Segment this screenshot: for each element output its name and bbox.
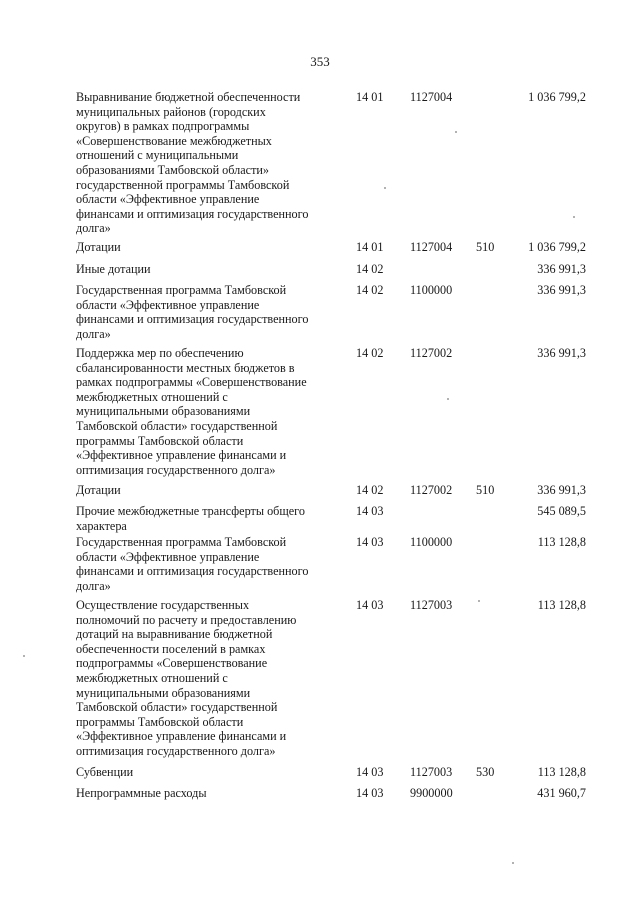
scan-speck: [512, 862, 514, 864]
row-name: [76, 535, 338, 593]
row-target-article: 1127004: [410, 240, 453, 254]
row-name-line: межбюджетных отношений с: [76, 670, 228, 685]
row-name-line: финансами и оптимизация государственного: [76, 206, 309, 221]
scan-speck: [573, 216, 575, 218]
row-amount: 113 128,8: [537, 765, 586, 779]
scan-speck: [478, 600, 480, 602]
row-name: [76, 598, 338, 759]
row-name-line: муниципальных районов (городских: [76, 104, 266, 119]
row-name: [76, 765, 338, 780]
row-amount: 545 089,5: [537, 504, 586, 518]
row-name-line: долга»: [76, 578, 111, 593]
row-name: [76, 262, 338, 277]
row-name: [76, 90, 338, 236]
row-section: 14 02: [356, 283, 384, 297]
row-name-line: финансами и оптимизация государственного: [76, 564, 309, 579]
row-name-line: дотаций на выравнивание бюджетной: [76, 627, 273, 642]
row-name-line: отношений с муниципальными: [76, 148, 239, 163]
scan-speck: [384, 187, 386, 189]
row-name-line: округов) в рамках подпрограммы: [76, 119, 250, 134]
row-amount: 1 036 799,2: [528, 240, 586, 254]
row-name-line: Субвенции: [76, 765, 134, 779]
row-target-article: 1100000: [410, 535, 453, 549]
row-target-article: 1127003: [410, 765, 453, 779]
row-name-line: Государственная программа Тамбовской: [76, 535, 287, 549]
row-name-line: финансами и оптимизация государственного: [76, 312, 309, 327]
row-amount: 113 128,8: [537, 598, 586, 612]
row-name-line: программы Тамбовской области: [76, 433, 244, 448]
row-name-line: муниципальными образованиями: [76, 685, 251, 700]
row-name-line: Дотации: [76, 240, 121, 254]
row-name-line: Осуществление государственных: [76, 598, 250, 612]
row-section: 14 03: [356, 598, 384, 612]
row-section: 14 03: [356, 765, 384, 779]
row-target-article: 1127002: [410, 483, 453, 497]
row-section: 14 01: [356, 240, 384, 254]
row-amount: 336 991,3: [537, 346, 586, 360]
row-target-article: 1127003: [410, 598, 453, 612]
row-target-article: 1127004: [410, 90, 453, 104]
row-name-line: программы Тамбовской области: [76, 714, 244, 729]
page-number: 353: [310, 54, 330, 69]
row-name-line: Тамбовской области» государственной: [76, 700, 278, 715]
row-name-line: Тамбовской области» государственной: [76, 418, 278, 433]
row-name-line: долга»: [76, 326, 111, 341]
row-name-line: полномочий по расчету и предоставлению: [76, 612, 297, 627]
row-section: 14 02: [356, 346, 384, 360]
row-section: 14 03: [356, 535, 384, 549]
row-name-line: межбюджетных отношений с: [76, 389, 228, 404]
row-section: 14 02: [356, 262, 384, 276]
row-name: [76, 283, 338, 341]
row-target-article: 9900000: [410, 786, 453, 800]
row-section: 14 01: [356, 90, 384, 104]
row-name: [76, 504, 338, 533]
row-name-line: Иные дотации: [76, 262, 151, 276]
row-name-line: сбалансированности местных бюджетов в: [76, 360, 295, 375]
row-amount: 431 960,7: [537, 786, 586, 800]
row-name: [76, 240, 338, 255]
scan-speck: [455, 131, 457, 133]
row-section: 14 02: [356, 483, 384, 497]
row-name: [76, 483, 338, 498]
row-name-line: Поддержка мер по обеспечению: [76, 346, 244, 360]
row-name-line: Выравнивание бюджетной обеспеченности: [76, 90, 301, 104]
row-section: 14 03: [356, 504, 384, 518]
row-name-line: Дотации: [76, 483, 121, 497]
row-expense-type: 530: [476, 765, 495, 779]
row-amount: 336 991,3: [537, 483, 586, 497]
row-name-line: области «Эффективное управление: [76, 192, 260, 207]
row-name-line: Прочие межбюджетные трансферты общего: [76, 504, 305, 518]
row-name-line: области «Эффективное управление: [76, 549, 260, 564]
row-name: [76, 346, 338, 477]
row-amount: 336 991,3: [537, 283, 586, 297]
row-name-line: «Совершенствование межбюджетных: [76, 133, 272, 148]
row-name-line: «Эффективное управление финансами и: [76, 448, 287, 463]
row-name-line: характера: [76, 518, 127, 533]
row-name-line: государственной программы Тамбовской: [76, 177, 290, 192]
row-target-article: 1127002: [410, 346, 453, 360]
row-name-line: Государственная программа Тамбовской: [76, 283, 287, 297]
row-name-line: оптимизация государственного долга»: [76, 743, 276, 758]
row-name: [76, 786, 338, 801]
row-name-line: долга»: [76, 221, 111, 236]
row-name-line: подпрограммы «Совершенствование: [76, 656, 268, 671]
row-expense-type: 510: [476, 483, 495, 497]
row-name-line: «Эффективное управление финансами и: [76, 729, 287, 744]
row-name-line: муниципальными образованиями: [76, 404, 251, 419]
row-name-line: оптимизация государственного долга»: [76, 462, 276, 477]
row-expense-type: 510: [476, 240, 495, 254]
row-section: 14 03: [356, 786, 384, 800]
row-name-line: рамках подпрограммы «Совершенствование: [76, 375, 307, 390]
row-name-line: Непрограммные расходы: [76, 786, 207, 800]
row-amount: 113 128,8: [537, 535, 586, 549]
row-name-line: области «Эффективное управление: [76, 297, 260, 312]
row-name-line: обеспеченности поселений в рамках: [76, 641, 266, 656]
row-target-article: 1100000: [410, 283, 453, 297]
scan-speck: [447, 398, 449, 400]
row-amount: 1 036 799,2: [528, 90, 586, 104]
scan-speck: [23, 655, 25, 657]
row-name-line: образованиями Тамбовской области»: [76, 162, 270, 177]
row-amount: 336 991,3: [537, 262, 586, 276]
